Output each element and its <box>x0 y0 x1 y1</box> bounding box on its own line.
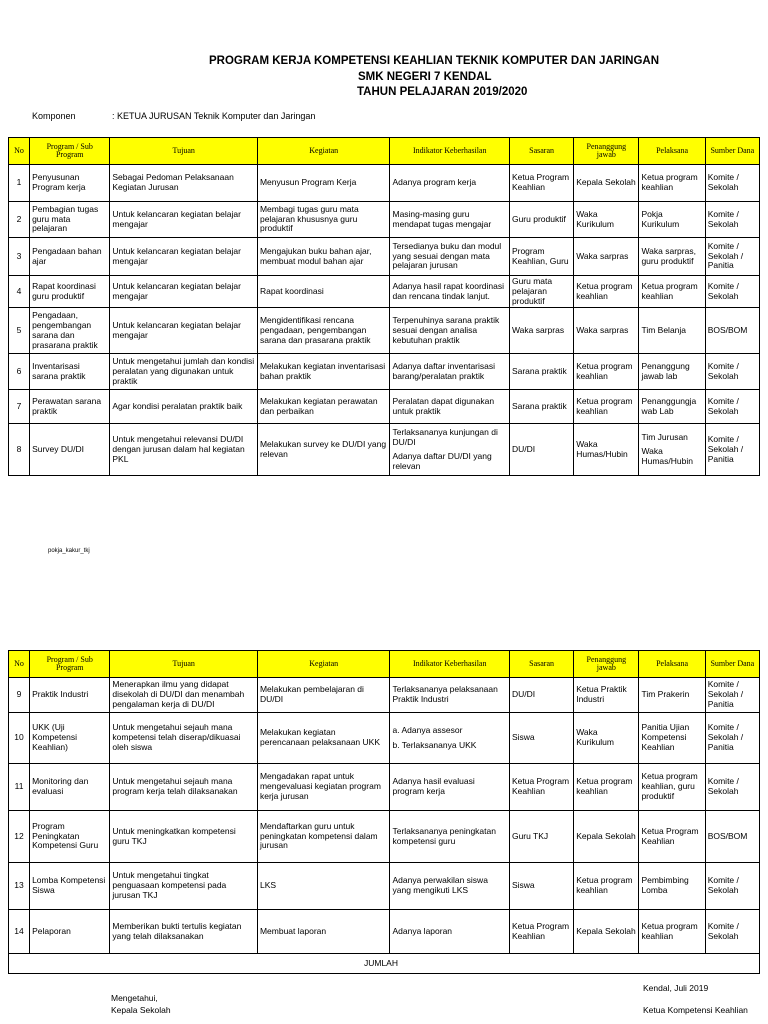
row-pelaksana: Ketua program keahlian <box>639 276 705 308</box>
row-no: 12 <box>9 811 30 863</box>
row-tujuan: Sebagai Pedoman Pelaksanaan Kegiatan Jurusan <box>110 165 258 202</box>
row-kegiatan: Melakukan kegiatan inventarisasi bahan praktik <box>257 354 390 390</box>
program-table-2 <box>8 650 760 974</box>
row-pelaksana: Penanggung jawab lab <box>639 354 705 390</box>
row-sasaran: Ketua Program Keahlian <box>509 764 573 811</box>
row-tujuan: Untuk kelancaran kegiatan belajar mengajar <box>110 238 258 276</box>
table-row <box>9 308 760 354</box>
row-indikator: Adanya daftar inventarisasi barang/peralatan praktik <box>390 354 509 390</box>
row-program: Pengadaan, pengembangan sarana dan prasarana praktik <box>30 308 110 354</box>
row-kegiatan: Melakukan survey ke DU/DI yang relevan <box>257 424 390 476</box>
col-sasaran: Sasaran <box>509 138 573 165</box>
footer-ketua-kompetensi: Ketua Kompetensi Keahlian <box>643 1005 748 1015</box>
row-sumber-dana: Komite / Sekolah / Panitia <box>705 238 759 276</box>
row-program: Pengadaan bahan ajar <box>30 238 110 276</box>
col-no: No <box>9 651 30 678</box>
row-program: Rapat koordinasi guru produktif <box>30 276 110 308</box>
row-sasaran: DU/DI <box>509 424 573 476</box>
col-pelaksana: Pelaksana <box>639 651 705 678</box>
row-kegiatan: Membuat laporan <box>257 910 390 954</box>
row-sumber-dana: Komite / Sekolah <box>705 910 759 954</box>
row-pelaksana: Tim Belanja <box>639 308 705 354</box>
row-pelaksana: Penanggungja wab Lab <box>639 390 705 424</box>
row-sasaran: Guru TKJ <box>509 811 573 863</box>
row-sasaran: Program Keahlian, Guru <box>509 238 573 276</box>
footer-kepala-sekolah: Kepala Sekolah <box>111 1005 171 1015</box>
row-indikator: Terlaksananya pelaksanaan Praktik Industri <box>390 678 509 713</box>
row-no: 6 <box>9 354 30 390</box>
row-pelaksana-line-1: Tim Jurusan <box>641 431 688 442</box>
row-no: 5 <box>9 308 30 354</box>
col-penanggung-jawab: Penanggung jawab <box>574 138 639 165</box>
row-no: 14 <box>9 910 30 954</box>
table-row <box>9 165 760 202</box>
row-penanggung-jawab: Ketua Praktik Industri <box>574 678 639 713</box>
row-penanggung-jawab: Ketua program keahlian <box>574 276 639 308</box>
row-kegiatan: Rapat koordinasi <box>257 276 390 308</box>
row-pelaksana: Pembimbing Lomba <box>639 863 705 910</box>
row-pelaksana: Ketua program keahlian <box>639 165 705 202</box>
row-tujuan: Untuk mengetahui relevansi DU/DI dengan jurusan dalam hal kegiatan PKL <box>110 424 258 476</box>
col-indikator: Indikator Keberhasilan <box>390 651 509 678</box>
row-sumber-dana: Komite / Sekolah <box>705 165 759 202</box>
col-no: No <box>9 138 30 165</box>
row-program: Inventarisasi sarana praktik <box>30 354 110 390</box>
table-row <box>9 713 760 764</box>
row-no: 10 <box>9 713 30 764</box>
komponen-value: : KETUA JURUSAN Teknik Komputer dan Jaringan <box>112 111 316 121</box>
row-indikator <box>390 424 509 476</box>
row-program: Lomba Kompetensi Siswa <box>30 863 110 910</box>
row-penanggung-jawab: Waka sarpras <box>574 308 639 354</box>
row-sumber-dana: Komite / Sekolah <box>705 764 759 811</box>
title-line-1: PROGRAM KERJA KOMPETENSI KEAHLIAN TEKNIK KOMPUTER DAN JARINGAN <box>209 55 660 67</box>
row-tujuan: Agar kondisi peralatan praktik baik <box>110 390 258 424</box>
row-tujuan: Untuk kelancaran kegiatan belajar mengajar <box>110 276 258 308</box>
row-kegiatan: Mendaftarkan guru untuk peningkatan kompetensi dalam jurusan <box>257 811 390 863</box>
row-tujuan: Untuk mengetahui sejauh mana program kerja telah dilaksanakan <box>110 764 258 811</box>
row-indikator: Adanya perwakilan siswa yang mengikuti LKS <box>390 863 509 910</box>
row-sasaran: Ketua Program Keahlian <box>509 165 573 202</box>
row-kegiatan: Melakukan kegiatan perencanaan pelaksanaan UKK <box>257 713 390 764</box>
col-pelaksana: Pelaksana <box>639 138 705 165</box>
row-penanggung-jawab: Kepala Sekolah <box>574 811 639 863</box>
col-kegiatan: Kegiatan <box>257 651 390 678</box>
footer-mengetahui: Mengetahui, <box>111 993 158 1003</box>
table-row <box>9 238 760 276</box>
row-pelaksana: Tim Prakerin <box>639 678 705 713</box>
table-row <box>9 424 760 476</box>
row-sasaran: Sarana praktik <box>509 354 573 390</box>
row-kegiatan: Mengadakan rapat untuk mengevaluasi kegiatan program kerja jurusan <box>257 764 390 811</box>
row-tujuan: Untuk kelancaran kegiatan belajar mengajar <box>110 202 258 238</box>
row-penanggung-jawab: Waka Kurikulum <box>574 713 639 764</box>
row-kegiatan: Menyusun Program Kerja <box>257 165 390 202</box>
title-line-2: SMK NEGERI 7 KENDAL <box>358 71 492 83</box>
row-penanggung-jawab: Ketua program keahlian <box>574 764 639 811</box>
row-program: Program Peningkatan Kompetensi Guru <box>30 811 110 863</box>
row-sumber-dana: Komite / Sekolah <box>705 276 759 308</box>
row-kegiatan: Mengidentifikasi rencana pengadaan, pengembangan sarana dan prasarana praktik <box>257 308 390 354</box>
row-indikator-line-2: b. Terlaksananya UKK <box>392 739 477 750</box>
row-indikator-line-2: Adanya daftar DU/DI yang relevan <box>392 451 492 472</box>
row-sumber-dana: BOS/BOM <box>705 811 759 863</box>
row-no: 11 <box>9 764 30 811</box>
row-pelaksana: Waka sarpras, guru produktif <box>639 238 705 276</box>
row-program: Pelaporan <box>30 910 110 954</box>
row-pelaksana: Ketua program keahlian <box>639 910 705 954</box>
col-tujuan: Tujuan <box>110 651 258 678</box>
row-sasaran: Sarana praktik <box>509 390 573 424</box>
row-pelaksana: Pokja Kurikulum <box>639 202 705 238</box>
small-note: pokja_kakur_tkj <box>48 548 90 554</box>
row-kegiatan: Melakukan kegiatan perawatan dan perbaikan <box>257 390 390 424</box>
table-row <box>9 276 760 308</box>
table-row <box>9 354 760 390</box>
footer-date: Kendal, Juli 2019 <box>643 983 709 993</box>
col-indikator: Indikator Keberhasilan <box>390 138 509 165</box>
row-tujuan: Untuk mengetahui jumlah dan kondisi peralatan yang digunakan untuk praktik <box>110 354 258 390</box>
row-no: 13 <box>9 863 30 910</box>
row-indikator-line-1: Terlaksananya kunjungan di DU/DI <box>392 426 498 447</box>
row-tujuan: Untuk mengetahui sejauh mana kompetensi telah diserap/dikuasai oleh siswa <box>110 713 258 764</box>
row-indikator: Adanya laporan <box>390 910 509 954</box>
row-sasaran: Siswa <box>509 713 573 764</box>
row-pelaksana-line-2: Waka Humas/Hubin <box>641 446 693 467</box>
row-sumber-dana: Komite / Sekolah / Panitia <box>705 713 759 764</box>
row-indikator: Peralatan dapat digunakan untuk praktik <box>390 390 509 424</box>
table-row <box>9 202 760 238</box>
row-kegiatan: LKS <box>257 863 390 910</box>
row-pelaksana: Ketua program keahlian, guru produktif <box>639 764 705 811</box>
row-sumber-dana: Komite / Sekolah <box>705 390 759 424</box>
row-tujuan: Memberikan bukti tertulis kegiatan yang telah dilaksanakan <box>110 910 258 954</box>
col-program: Program / Sub Program <box>30 651 110 678</box>
row-program: Survey DU/DI <box>30 424 110 476</box>
col-kegiatan: Kegiatan <box>257 138 390 165</box>
row-penanggung-jawab: Waka Kurikulum <box>574 202 639 238</box>
row-sumber-dana: Komite / Sekolah <box>705 202 759 238</box>
table-header-row <box>9 138 760 165</box>
row-kegiatan: Melakukan pembelajaran di DU/DI <box>257 678 390 713</box>
row-sumber-dana: Komite / Sekolah / Panitia <box>705 678 759 713</box>
row-sasaran: Waka sarpras <box>509 308 573 354</box>
row-program: UKK (Uji Kompetensi Keahlian) <box>30 713 110 764</box>
row-no: 1 <box>9 165 30 202</box>
komponen-label: Komponen <box>32 111 76 121</box>
row-penanggung-jawab: Waka sarpras <box>574 238 639 276</box>
table-row <box>9 390 760 424</box>
program-table-1 <box>8 137 760 476</box>
row-sasaran: Guru mata pelajaran produktif <box>509 276 573 308</box>
row-program: Pembagian tugas guru mata pelajaran <box>30 202 110 238</box>
row-program: Monitoring dan evaluasi <box>30 764 110 811</box>
row-sasaran: Ketua Program Keahlian <box>509 910 573 954</box>
row-sasaran: DU/DI <box>509 678 573 713</box>
row-sasaran: Siswa <box>509 863 573 910</box>
row-penanggung-jawab: Ketua program keahlian <box>574 863 639 910</box>
row-indikator-line-1: a. Adanya assesor <box>392 724 463 735</box>
row-program: Praktik Industri <box>30 678 110 713</box>
row-no: 2 <box>9 202 30 238</box>
row-indikator: Adanya hasil rapat koordinasi dan rencana tindak lanjut. <box>390 276 509 308</box>
row-no: 7 <box>9 390 30 424</box>
row-sumber-dana: Komite / Sekolah / Panitia <box>705 424 759 476</box>
row-penanggung-jawab: Kepala Sekolah <box>574 165 639 202</box>
table-row <box>9 863 760 910</box>
row-tujuan: Untuk kelancaran kegiatan belajar mengajar <box>110 308 258 354</box>
col-program: Program / Sub Program <box>30 138 110 165</box>
table-header-row <box>9 651 760 678</box>
table-row <box>9 811 760 863</box>
col-sasaran: Sasaran <box>509 651 573 678</box>
row-kegiatan: Mengajukan buku bahan ajar, membuat modul bahan ajar <box>257 238 390 276</box>
row-no: 4 <box>9 276 30 308</box>
row-tujuan: Menerapkan ilmu yang didapat disekolah di DU/DI dan menambah pengalaman kerja di DU/DI <box>110 678 258 713</box>
row-sasaran: Guru produktif <box>509 202 573 238</box>
row-no: 9 <box>9 678 30 713</box>
row-pelaksana: Panitia Ujian Kompetensi Keahlian <box>639 713 705 764</box>
row-penanggung-jawab: Kepala Sekolah <box>574 910 639 954</box>
row-pelaksana: Ketua Program Keahlian <box>639 811 705 863</box>
row-indikator: Tersedianya buku dan modul yang sesuai dengan mata pelajaran jurusan <box>390 238 509 276</box>
col-sumber-dana: Sumber Dana <box>705 651 759 678</box>
row-pelaksana <box>639 424 705 476</box>
row-sumber-dana: Komite / Sekolah <box>705 863 759 910</box>
row-tujuan: Untuk mengetahui tingkat penguasaan kompetensi pada jurusan TKJ <box>110 863 258 910</box>
row-no: 3 <box>9 238 30 276</box>
table-row <box>9 678 760 713</box>
row-penanggung-jawab: Waka Humas/Hubin <box>574 424 639 476</box>
col-sumber-dana: Sumber Dana <box>705 138 759 165</box>
row-indikator: Terpenuhinya sarana praktik sesuai dengan analisa kebutuhan praktik <box>390 308 509 354</box>
col-tujuan: Tujuan <box>110 138 258 165</box>
row-indikator: Adanya program kerja <box>390 165 509 202</box>
row-indikator <box>390 713 509 764</box>
row-indikator: Masing-masing guru mendapat tugas mengajar <box>390 202 509 238</box>
row-penanggung-jawab: Ketua program keahlian <box>574 390 639 424</box>
row-sumber-dana: BOS/BOM <box>705 308 759 354</box>
jumlah-row <box>9 954 760 974</box>
col-penanggung-jawab: Penanggung jawab <box>574 651 639 678</box>
row-penanggung-jawab: Ketua program keahlian <box>574 354 639 390</box>
table-row <box>9 764 760 811</box>
title-line-3: TAHUN PELAJARAN 2019/2020 <box>357 86 528 98</box>
row-sumber-dana: Komite / Sekolah <box>705 354 759 390</box>
table-row <box>9 910 760 954</box>
row-program: Penyusunan Program kerja <box>30 165 110 202</box>
row-indikator: Adanya hasil evaluasi program kerja <box>390 764 509 811</box>
row-tujuan: Untuk meningkatkan kompetensi guru TKJ <box>110 811 258 863</box>
row-program: Perawatan sarana praktik <box>30 390 110 424</box>
row-no: 8 <box>9 424 30 476</box>
row-indikator: Terlaksananya peningkatan kompetensi guru <box>390 811 509 863</box>
row-kegiatan: Membagi tugas guru mata pelajaran khususnya guru produktif <box>257 202 390 238</box>
jumlah-label: JUMLAH <box>9 954 760 974</box>
